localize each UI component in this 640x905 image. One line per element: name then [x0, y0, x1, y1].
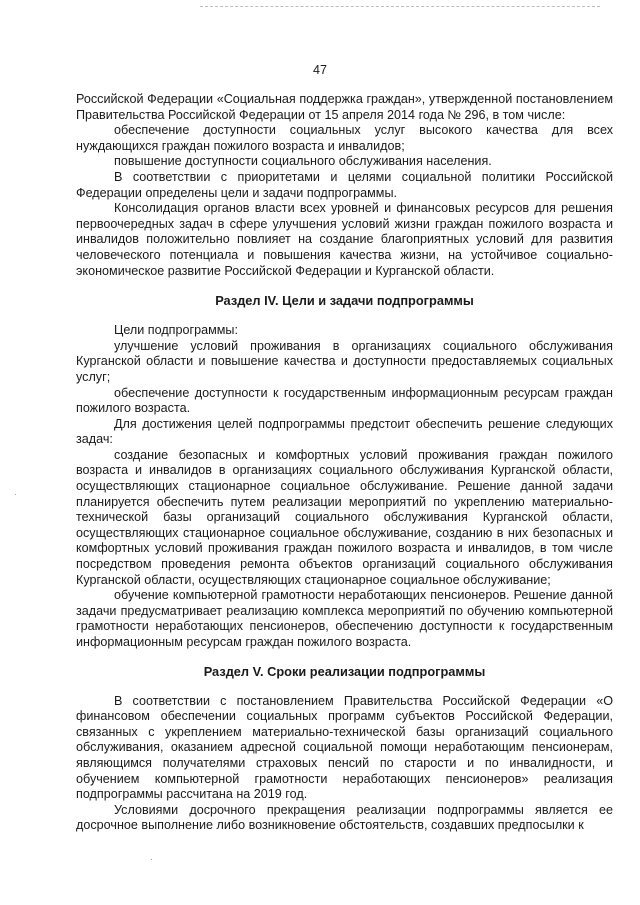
scan-edge-artifact	[200, 6, 600, 10]
section-5-heading: Раздел V. Сроки реализации подпрограммы	[203, 663, 486, 679]
section-4-paragraph-2: улучшение условий проживания в организациях социального обслуживания Курганской области и повышение качества и доступности предоставляемых социальных услуг;	[76, 338, 613, 384]
section-4-paragraph-1: Цели подпрограммы:	[114, 323, 238, 338]
section-5-paragraph-2: Условиями досрочного прекращения реализации подпрограммы является ее досрочное выполнение либо возникновение обстоятельств, создавших предпосылки к	[76, 802, 613, 833]
intro-paragraph-3: повышение доступности социального обслуживания населения.	[114, 154, 492, 169]
scan-speck: ·	[14, 490, 17, 499]
document-body	[76, 92, 613, 834]
intro-paragraph-2: обеспечение доступности социальных услуг высокого качества для всех нуждающихся граждан пожилого возраста и инвалидов;	[76, 123, 613, 153]
intro-paragraph-4: В соответствии с приоритетами и целями социальной политики Российской Федерации определены цели и задачи подпрограммы.	[76, 169, 613, 200]
intro-paragraph-5: Консолидация органов власти всех уровней и финансовых ресурсов для решения первоочередных задач в сфере улучшения условий жизни граждан пожилого возраста и инвалидов положительно повлияет на создание благоприятных условий для развития человеческого потенциала и повышения качества жизни, на устойчивое социально-экономическое развитие Российской Федерации и Курганской области.	[76, 201, 613, 278]
intro-paragraph-1: Российской Федерации «Социальная поддержка граждан», утвержденной постановлением Правительства Российской Федерации от 15 апреля 2014 года № 296, в том числе:	[76, 92, 613, 122]
section-4-paragraph-4: Для достижения целей подпрограммы предстоит обеспечить решение следующих задач:	[76, 416, 613, 447]
section-5-paragraph-1: В соответствии с постановлением Правительства Российской Федерации «О финансовом обеспечении социальных программ субъектов Российской Федерации, связанных с укреплением материально-технической базы организаций социального обслуживания, оказанием адресной социальной помощи неработающим пенсионерам, являющимся получателями страховых пенсий по старости и по инвалидности, и обучением компьютерной грамотности неработающих пенсионеров» реализация подпрограммы рассчитана на 2019 год.	[76, 693, 613, 802]
section-4-paragraph-6: обучение компьютерной грамотности неработающих пенсионеров. Решение данной задачи предусматривает реализацию комплекса мероприятий по обучению компьютерной грамотности неработающих пенсионеров, обеспечению доступности к государственным информационным ресурсам граждан пожилого возраста.	[76, 588, 613, 649]
section-4-heading: Раздел IV. Цели и задачи подпрограммы	[215, 293, 474, 309]
scan-speck: ·	[150, 855, 153, 864]
page-number: 47	[313, 63, 327, 77]
section-4-paragraph-5: создание безопасных и комфортных условий проживания граждан пожилого возраста и инвалидов в организациях социального обслуживания Курганской области, осуществляющих стационарное социальное обслуживание. Решение данной задачи планируется обеспечить путем реализации мероприятий по укреплению материально-технической базы организаций социального обслуживания Курганской области, осуществляющих стационарное социальное обслуживание, созданию в них безопасных и комфортных условий проживания граждан пожилого возраста и инвалидов, в том числе посредством проведения ремонта объектов организаций социального обслуживания Курганской области, осуществляющих стационарное социальное обслуживание;	[76, 447, 613, 587]
section-4-paragraph-3: обеспечение доступности к государственным информационным ресурсам граждан пожилого возраста.	[76, 385, 613, 416]
